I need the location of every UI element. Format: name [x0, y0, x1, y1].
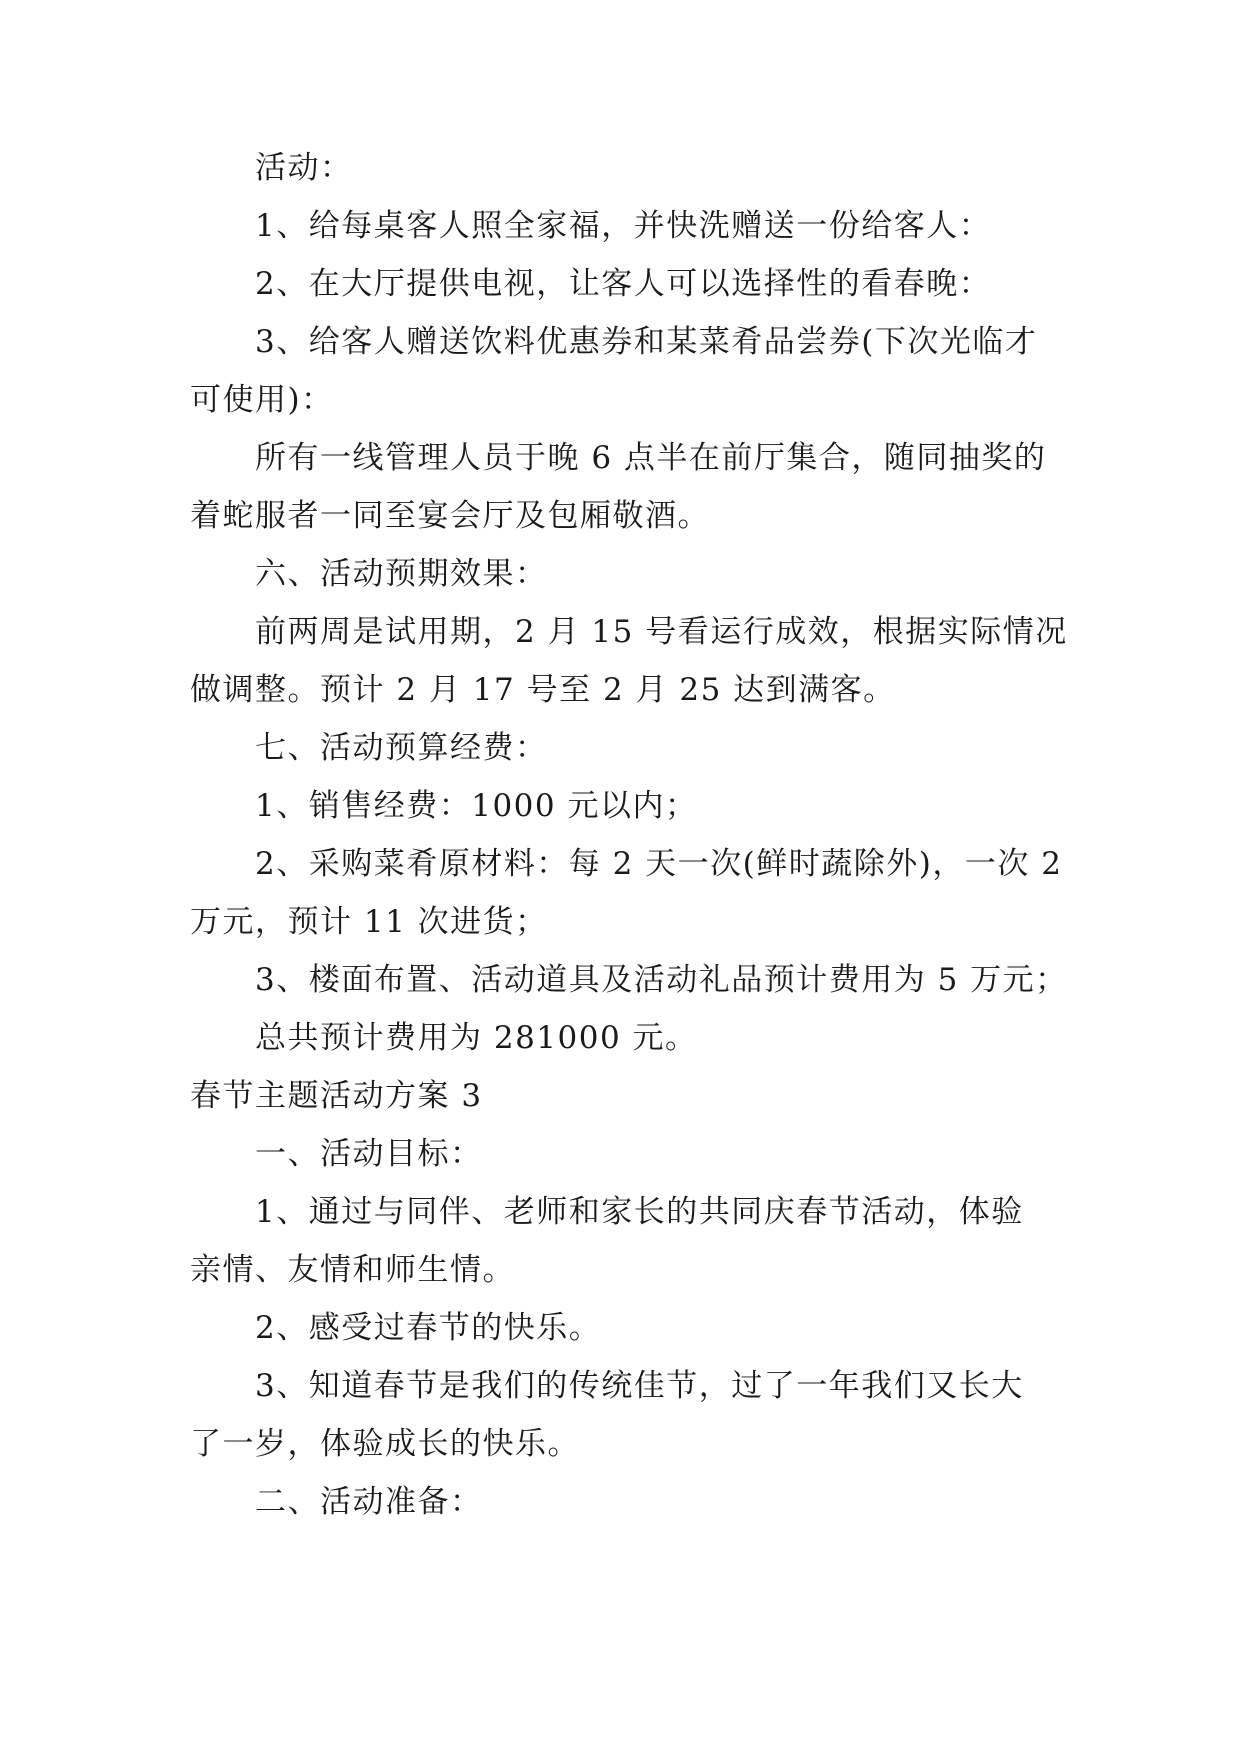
document-title: 春节主题活动方案 3 — [190, 1078, 483, 1114]
paragraph-line: 3、楼面布置、活动道具及活动礼品预计费用为 5 万元； — [255, 962, 1068, 998]
paragraph-line: 3、给客人赠送饮料优惠券和某菜肴品尝券(下次光临才 — [255, 324, 1038, 360]
paragraph-line: 2、在大厅提供电视，让客人可以选择性的看春晚： — [255, 266, 992, 302]
section-heading: 七、活动预算经费： — [255, 730, 548, 766]
paragraph-line: 做调整。预计 2 月 17 号至 2 月 25 达到满客。 — [190, 672, 896, 708]
paragraph-line: 3、知道春节是我们的传统佳节，过了一年我们又长大 — [255, 1368, 1024, 1404]
paragraph-line: 了一岁，体验成长的快乐。 — [190, 1426, 580, 1462]
paragraph-line: 亲情、友情和师生情。 — [190, 1252, 515, 1288]
paragraph-line: 1、销售经费：1000 元以内； — [255, 788, 698, 824]
section-heading: 一、活动目标： — [255, 1136, 483, 1172]
paragraph-line: 1、给每桌客人照全家福，并快洗赠送一份给客人： — [255, 208, 992, 244]
paragraph-line: 2、感受过春节的快乐。 — [255, 1310, 602, 1346]
paragraph-line: 着蛇服者一同至宴会厅及包厢敬酒。 — [190, 498, 710, 534]
paragraph-line: 万元，预计 11 次进货； — [190, 904, 548, 940]
paragraph-line: 1、通过与同伴、老师和家长的共同庆春节活动，体验 — [255, 1194, 1024, 1230]
paragraph-line: 活动： — [255, 150, 353, 186]
paragraph-line: 总共预计费用为 281000 元。 — [255, 1020, 698, 1056]
section-heading: 六、活动预期效果： — [255, 556, 548, 592]
paragraph-line: 可使用)： — [190, 382, 334, 418]
paragraph-line: 所有一线管理人员于晚 6 点半在前厅集合，随同抽奖的 — [255, 440, 1047, 476]
paragraph-line: 前两周是试用期，2 月 15 号看运行成效，根据实际情况 — [255, 614, 1068, 650]
paragraph-line: 2、采购菜肴原材料：每 2 天一次(鲜时蔬除外)，一次 2 — [255, 846, 1063, 882]
section-heading: 二、活动准备： — [255, 1484, 483, 1520]
